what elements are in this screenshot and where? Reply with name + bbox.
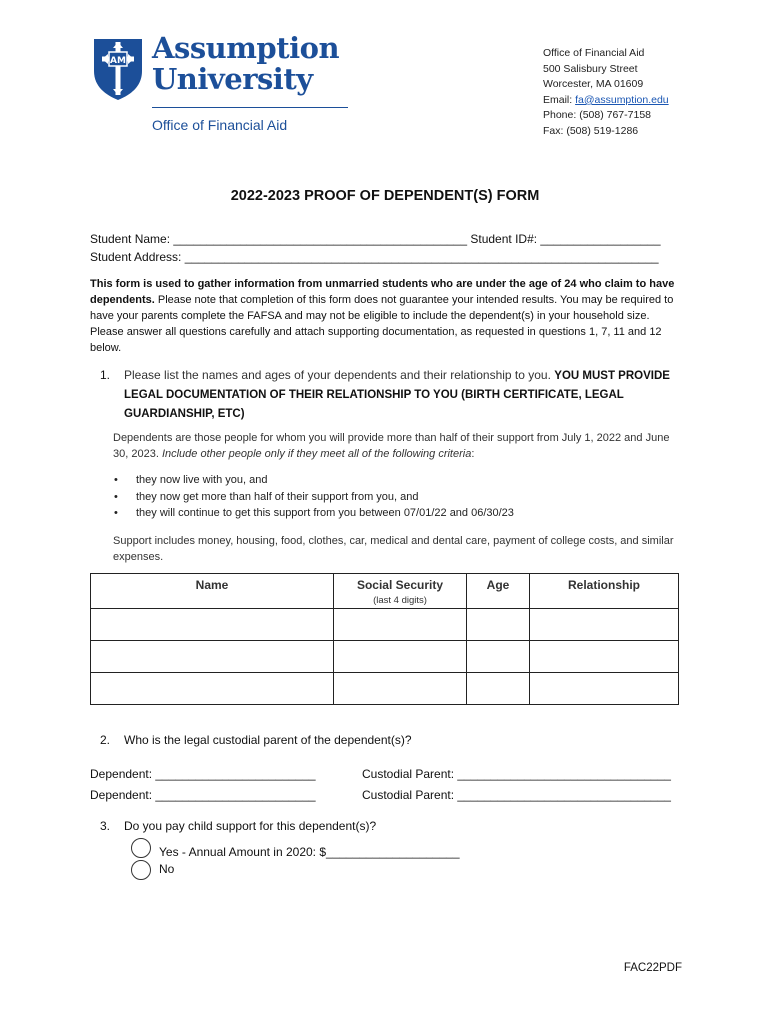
bullet-icon: •	[114, 474, 118, 486]
option-no-label: No	[159, 862, 175, 876]
question-2-number: 2.	[100, 733, 111, 747]
criteria-list	[114, 472, 674, 522]
question-1-plain: Please list the names and ages of your dependents and their relationship to you.	[124, 368, 555, 382]
university-logo	[92, 31, 354, 139]
cell-ssn[interactable]	[334, 609, 467, 641]
intro-bold: This form is used to gather information from unmarried students who are under the age of 24 who claim to have dependents.	[90, 278, 675, 306]
contact-block	[543, 46, 669, 140]
contact-office: Office of Financial Aid	[543, 47, 645, 59]
cell-relationship[interactable]	[530, 673, 679, 705]
question-1-number: 1.	[100, 368, 111, 382]
criteria-item	[114, 472, 674, 489]
student-name-id-line[interactable]: Student Name: ____________________________________________ Student ID#: __________________	[90, 232, 661, 246]
dependents-table	[90, 573, 679, 705]
intro-paragraph	[90, 276, 686, 356]
logo-wordmark	[152, 33, 339, 95]
dependents-definition	[113, 430, 685, 462]
university-crest-icon	[92, 37, 144, 101]
definition-italic: Include other people only if they meet all of the following criteria	[161, 448, 472, 460]
contact-street: 500 Salisbury Street	[543, 62, 638, 75]
custodial-parent-field-2[interactable]: Custodial Parent: ________________________________	[362, 788, 671, 802]
question-3-number: 3.	[100, 819, 111, 833]
cell-ssn[interactable]	[334, 673, 467, 705]
header-ssn	[334, 574, 467, 609]
criteria-item	[114, 489, 674, 506]
cell-age[interactable]	[467, 641, 530, 673]
contact-phone: Phone: (508) 767-7158	[543, 109, 651, 122]
criteria-text: they will continue to get this support from you between 07/01/22 and 06/30/23	[136, 507, 514, 519]
student-address-line[interactable]: Student Address: _______________________________________________________________________	[90, 250, 659, 264]
support-note: Support includes money, housing, food, clothes, car, medical and dental care, payment of college costs, and similar expenses.	[113, 535, 674, 563]
criteria-item	[114, 505, 674, 522]
table-row	[91, 609, 679, 641]
contact-city: Worcester, MA 01609	[543, 78, 644, 91]
contact-email-link[interactable]: fa@assumption.edu	[575, 93, 669, 106]
cell-name[interactable]	[91, 641, 334, 673]
logo-subtitle: Office of Financial Aid	[152, 117, 288, 133]
table-row	[91, 673, 679, 705]
cell-age[interactable]	[467, 609, 530, 641]
header-name: Name	[91, 574, 334, 609]
radio-no[interactable]	[131, 860, 151, 880]
table-header-row	[91, 574, 679, 609]
cell-age[interactable]	[467, 673, 530, 705]
header-age: Age	[467, 574, 530, 609]
dependent-field-1[interactable]: Dependent: ________________________	[90, 767, 316, 781]
crest-letters: AM	[110, 56, 126, 66]
custodial-parent-field-1[interactable]: Custodial Parent: ________________________________	[362, 767, 671, 781]
cell-name[interactable]	[91, 673, 334, 705]
form-title: 2022-2023 PROOF OF DEPENDENT(S) FORM	[230, 188, 540, 204]
table-row	[91, 641, 679, 673]
criteria-text: they now live with you, and	[136, 474, 268, 486]
cell-relationship[interactable]	[530, 641, 679, 673]
header-ssn-label: Social Security	[356, 578, 444, 592]
logo-line-2: University	[152, 62, 313, 96]
question-3-text: Do you pay child support for this dependent(s)?	[124, 819, 377, 833]
bullet-icon: •	[114, 490, 118, 503]
definition-text: Dependents are those people for whom you will provide more than half of their support from July 1, 2022 and June 30, 2023.	[113, 432, 670, 460]
header-relationship: Relationship	[530, 574, 679, 609]
question-1-text	[124, 366, 684, 423]
question-1-bold: YOU MUST PROVIDE LEGAL DOCUMENTATION OF THEIR RELATIONSHIP TO YOU (BIRTH CERTIFICATE, LEGAL GUARDIANSHIP, ETC)	[124, 370, 670, 420]
radio-yes[interactable]	[131, 838, 151, 858]
logo-line-1: Assumption	[152, 31, 340, 65]
definition-colon: :	[471, 448, 475, 460]
bullet-icon: •	[114, 507, 118, 519]
cell-relationship[interactable]	[530, 609, 679, 641]
question-1	[100, 366, 686, 422]
question-2	[100, 731, 660, 749]
header-ssn-sub: (last 4 digits)	[373, 595, 427, 606]
option-yes-label: Yes - Annual Amount in 2020: $____________________	[159, 845, 460, 859]
cell-ssn[interactable]	[334, 641, 467, 673]
question-3	[100, 817, 660, 835]
question-2-text: Who is the legal custodial parent of the dependent(s)?	[124, 733, 412, 747]
intro-rest: Please note that completion of this form does not guarantee your intended results. You may be required to have your parents complete the FAFSA and may not be eligible to include the dependent(s) in your household size. Please answer all questions carefully and attach supporting documentation, as requested in questions 1, 7, 11 and 12 below.	[90, 294, 674, 354]
contact-email-row	[543, 93, 669, 109]
form-code: FAC22PDF	[623, 962, 682, 974]
contact-email-label: Email:	[543, 93, 576, 106]
dependent-field-2[interactable]: Dependent: ________________________	[90, 788, 316, 802]
criteria-text: they now get more than half of their support from you, and	[136, 490, 419, 503]
cell-name[interactable]	[91, 609, 334, 641]
logo-divider	[152, 107, 348, 108]
contact-fax: Fax: (508) 519-1286	[543, 124, 639, 137]
